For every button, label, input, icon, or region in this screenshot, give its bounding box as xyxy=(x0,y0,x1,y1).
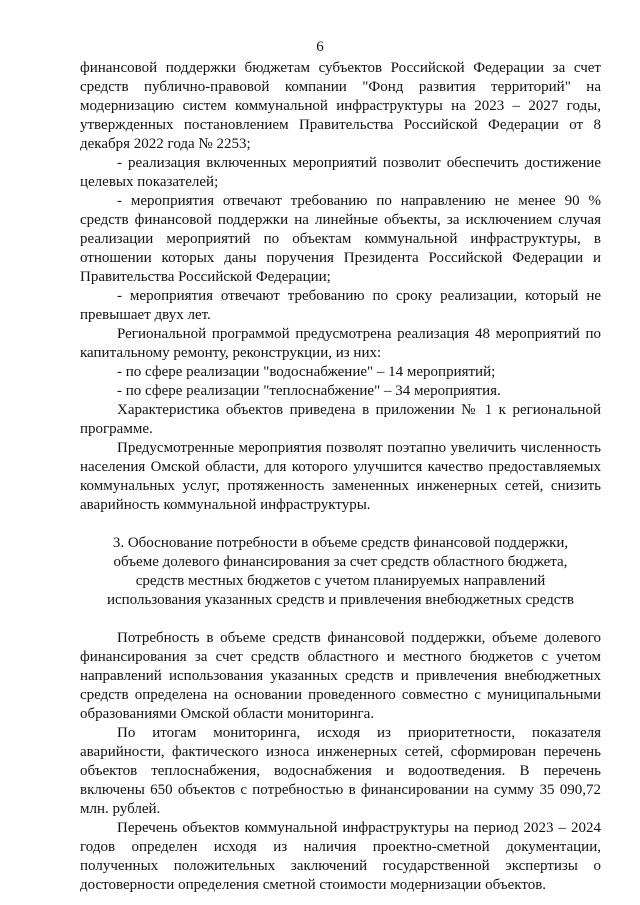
paragraph-object-list: Перечень объектов коммунальной инфраструктуры на период 2023 – 2024 годов определен исходя из наличия проектно-сметной документации, полученных положительных заключений государственной экспертизы о достоверности определения сметной стоимости модернизации объектов. xyxy=(80,820,601,893)
section-heading: 3. Обоснование потребности в объеме средств финансовой поддержки, объеме долевого финансирования за счет средств областного бюджета, средств местных бюджетов с учетом планируемых направлений использования указанных средств и привлечения внебюджетных средств xyxy=(106,535,575,608)
document-body xyxy=(80,59,601,895)
paragraph-funding-need: Потребность в объеме средств финансовой поддержки, объеме долевого финансирования за счет средств областного и местного бюджетов с учетом направлений использования указанных средств и привлечения внебюджетных средств определена на основании проведенного совместно с муниципальными образованиями Омской области мониторинга. xyxy=(80,630,601,722)
paragraph-bullet-targets: - реализация включенных мероприятий позволит обеспечить достижение целевых показателей; xyxy=(80,155,601,190)
paragraph-water-supply: - по сфере реализации "водоснабжение" – 14 мероприятий; xyxy=(117,364,496,380)
paragraph-bullet-term: - мероприятия отвечают требованию по сроку реализации, который не превышает двух лет. xyxy=(80,288,601,323)
paragraph-continuation: финансовой поддержки бюджетам субъектов Российской Федерации за счет средств публично-правовой компании "Фонд развития территорий" на модернизацию систем коммунальной инфраструктуры на 2023 – 2027 годы, утвержденных постановлением Правительства Российской Федерации от 8 декабря 2022 года № 2253; xyxy=(80,60,601,152)
paragraph-expected-results: Предусмотренные мероприятия позволят поэтапно увеличить численность населения Омской области, для которого улучшится качество предоставляемых коммунальных услуг, протяженность замененных инженерных сетей, снизить аварийность коммунальной инфраструктуры. xyxy=(80,440,601,513)
page-number: 6 xyxy=(316,39,324,55)
paragraph-bullet-linear-objects: - мероприятия отвечают требованию по направлению не менее 90 % средств финансовой поддержки на линейные объекты, за исключением случая реализации мероприятий по объектам коммунальной инфраструктуры, в отношении которых даны поручения Президента Российской Федерации и Правительства Российской Федерации; xyxy=(80,193,601,285)
paragraph-program-measures: Региональной программой предусмотрена реализация 48 мероприятий по капитальному ремонту, реконструкции, из них: xyxy=(80,326,601,361)
paragraph-monitoring-results: По итогам мониторинга, исходя из приоритетности, показателя аварийности, фактического износа инженерных сетей, сформирован перечень объектов теплоснабжения, водоснабжения и водоотведения. В перечень включены 650 объектов с потребностью в финансировании на сумму 35 090,72 млн. рублей. xyxy=(80,725,601,817)
paragraph-appendix-reference: Характеристика объектов приведена в приложении № 1 к региональной программе. xyxy=(80,402,601,437)
paragraph-heat-supply: - по сфере реализации "теплоснабжение" – 34 мероприятия. xyxy=(117,383,501,399)
spacer xyxy=(80,610,601,629)
spacer xyxy=(80,515,601,534)
